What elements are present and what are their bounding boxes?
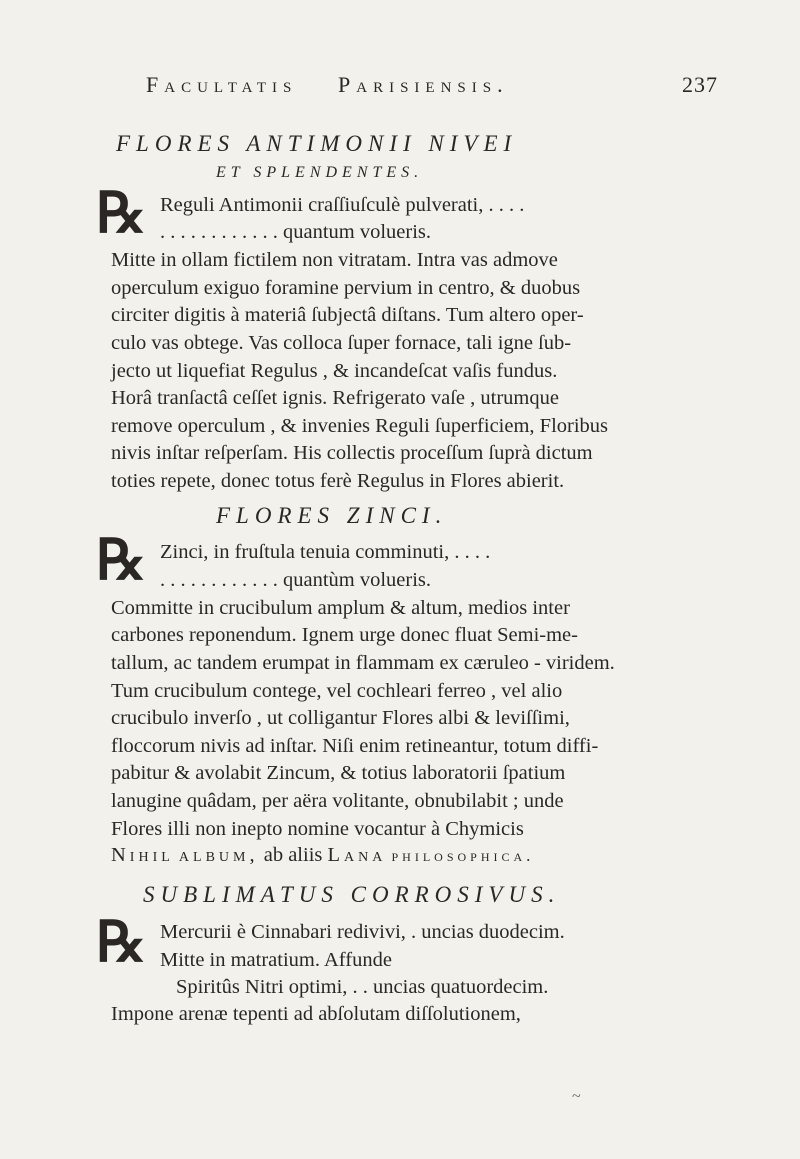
- recipe-mark-1: ℞: [96, 183, 147, 245]
- s2-line-5: tallum, ac tandem erumpat in flammam ex cæruleo - viridem.: [111, 652, 615, 674]
- s2-line-11: Flores illi non inepto nomine vocantur à Chymicis: [111, 818, 524, 840]
- s3-line-2: Mitte in matratium. Affunde: [160, 949, 392, 971]
- word-lana: Lana: [327, 844, 387, 866]
- s2-line-7: crucibulo inverſo , ut colligantur Flores albi & leviſſimi,: [111, 707, 570, 729]
- s1-line-11: toties repete, donec totus ferè Regulus in Flores abierit.: [111, 470, 565, 492]
- word-nihil: Nihil: [111, 844, 174, 866]
- s1-line-5: circiter digitis à materiâ ſubjectâ diſtans. Tum altero oper-: [111, 304, 584, 326]
- s2-line-8: floccorum nivis ad inſtar. Niſi enim retineantur, totum diffi-: [111, 735, 599, 757]
- running-head-left: Facultatis: [146, 72, 298, 97]
- s1-line-3: Mitte in ollam fictilem non vitratam. Intra vas admove: [111, 249, 558, 271]
- s3-line-4: Impone arenæ tepenti ad abſolutam diſſolutionem,: [111, 1003, 521, 1025]
- s2-line-3: Committe in crucibulum amplum & altum, medios inter: [111, 597, 570, 619]
- s2-line-9: pabitur & avolabit Zincum, & totius laboratorii ſpatium: [111, 762, 566, 784]
- s1-line-1: Reguli Antimonii craſſiuſculè pulverati, . . . .: [160, 194, 525, 216]
- s1-line-8: Horâ tranſactâ ceſſet ignis. Refrigerato vaſe , utrumque: [111, 387, 559, 409]
- recipe-mark-2: ℞: [96, 530, 147, 592]
- recipe-mark-3: ℞: [96, 912, 147, 974]
- s1-line-4: operculum exiguo foramine pervium in centro, & duobus: [111, 277, 581, 299]
- page-number: 237: [682, 72, 718, 97]
- s1-line-9: remove operculum , & invenies Reguli ſuperficiem, Floribus: [111, 415, 609, 437]
- section1-title: FLORES ANTIMONII NIVEI: [116, 131, 518, 156]
- section1-subtitle: ET SPLENDENTES.: [216, 164, 424, 181]
- s1-line-7: jecto ut liquefiat Regulus , & incandeſcat vaſis fundus.: [111, 360, 558, 382]
- s2-line-1: Zinci, in fruſtula tenuia comminuti, . . . .: [160, 541, 491, 563]
- section3-title: SUBLIMATUS CORROSIVUS.: [143, 882, 561, 907]
- running-head-right: Parisiensis.: [338, 72, 509, 97]
- word-philosophica: philosophica.: [391, 846, 535, 865]
- word-ab-aliis: ab aliis: [263, 844, 323, 866]
- ink-mark: ~: [572, 1088, 581, 1105]
- s1-line-10: nivis inſtar reſperſam. His collectis proceſſum ſuprà dictum: [111, 442, 593, 464]
- s3-line-1: Mercurii è Cinnabari redivivi, . uncias duodecim.: [160, 921, 565, 943]
- section2-title: FLORES ZINCI.: [216, 503, 448, 528]
- s3-line-3: Spiritûs Nitri optimi, . . uncias quatuordecim.: [176, 976, 549, 998]
- s2-line-6: Tum crucibulum contege, vel cochleari ferreo , vel alio: [111, 680, 563, 702]
- s1-line-2: . . . . . . . . . . . . quantum volueris.: [160, 221, 432, 243]
- s2-line-4: carbones reponendum. Ignem urge donec fluat Semi-me-: [111, 624, 578, 646]
- s2-line-10: lanugine quâdam, per aëra volitante, obnubilabit ; unde: [111, 790, 564, 812]
- s2-line-2: . . . . . . . . . . . . quantùm volueris.: [160, 569, 432, 591]
- s2-line-12: [111, 845, 534, 866]
- word-album: album,: [178, 844, 259, 866]
- s1-line-6: culo vas obtege. Vas colloca ſuper fornace, tali igne ſub-: [111, 332, 572, 354]
